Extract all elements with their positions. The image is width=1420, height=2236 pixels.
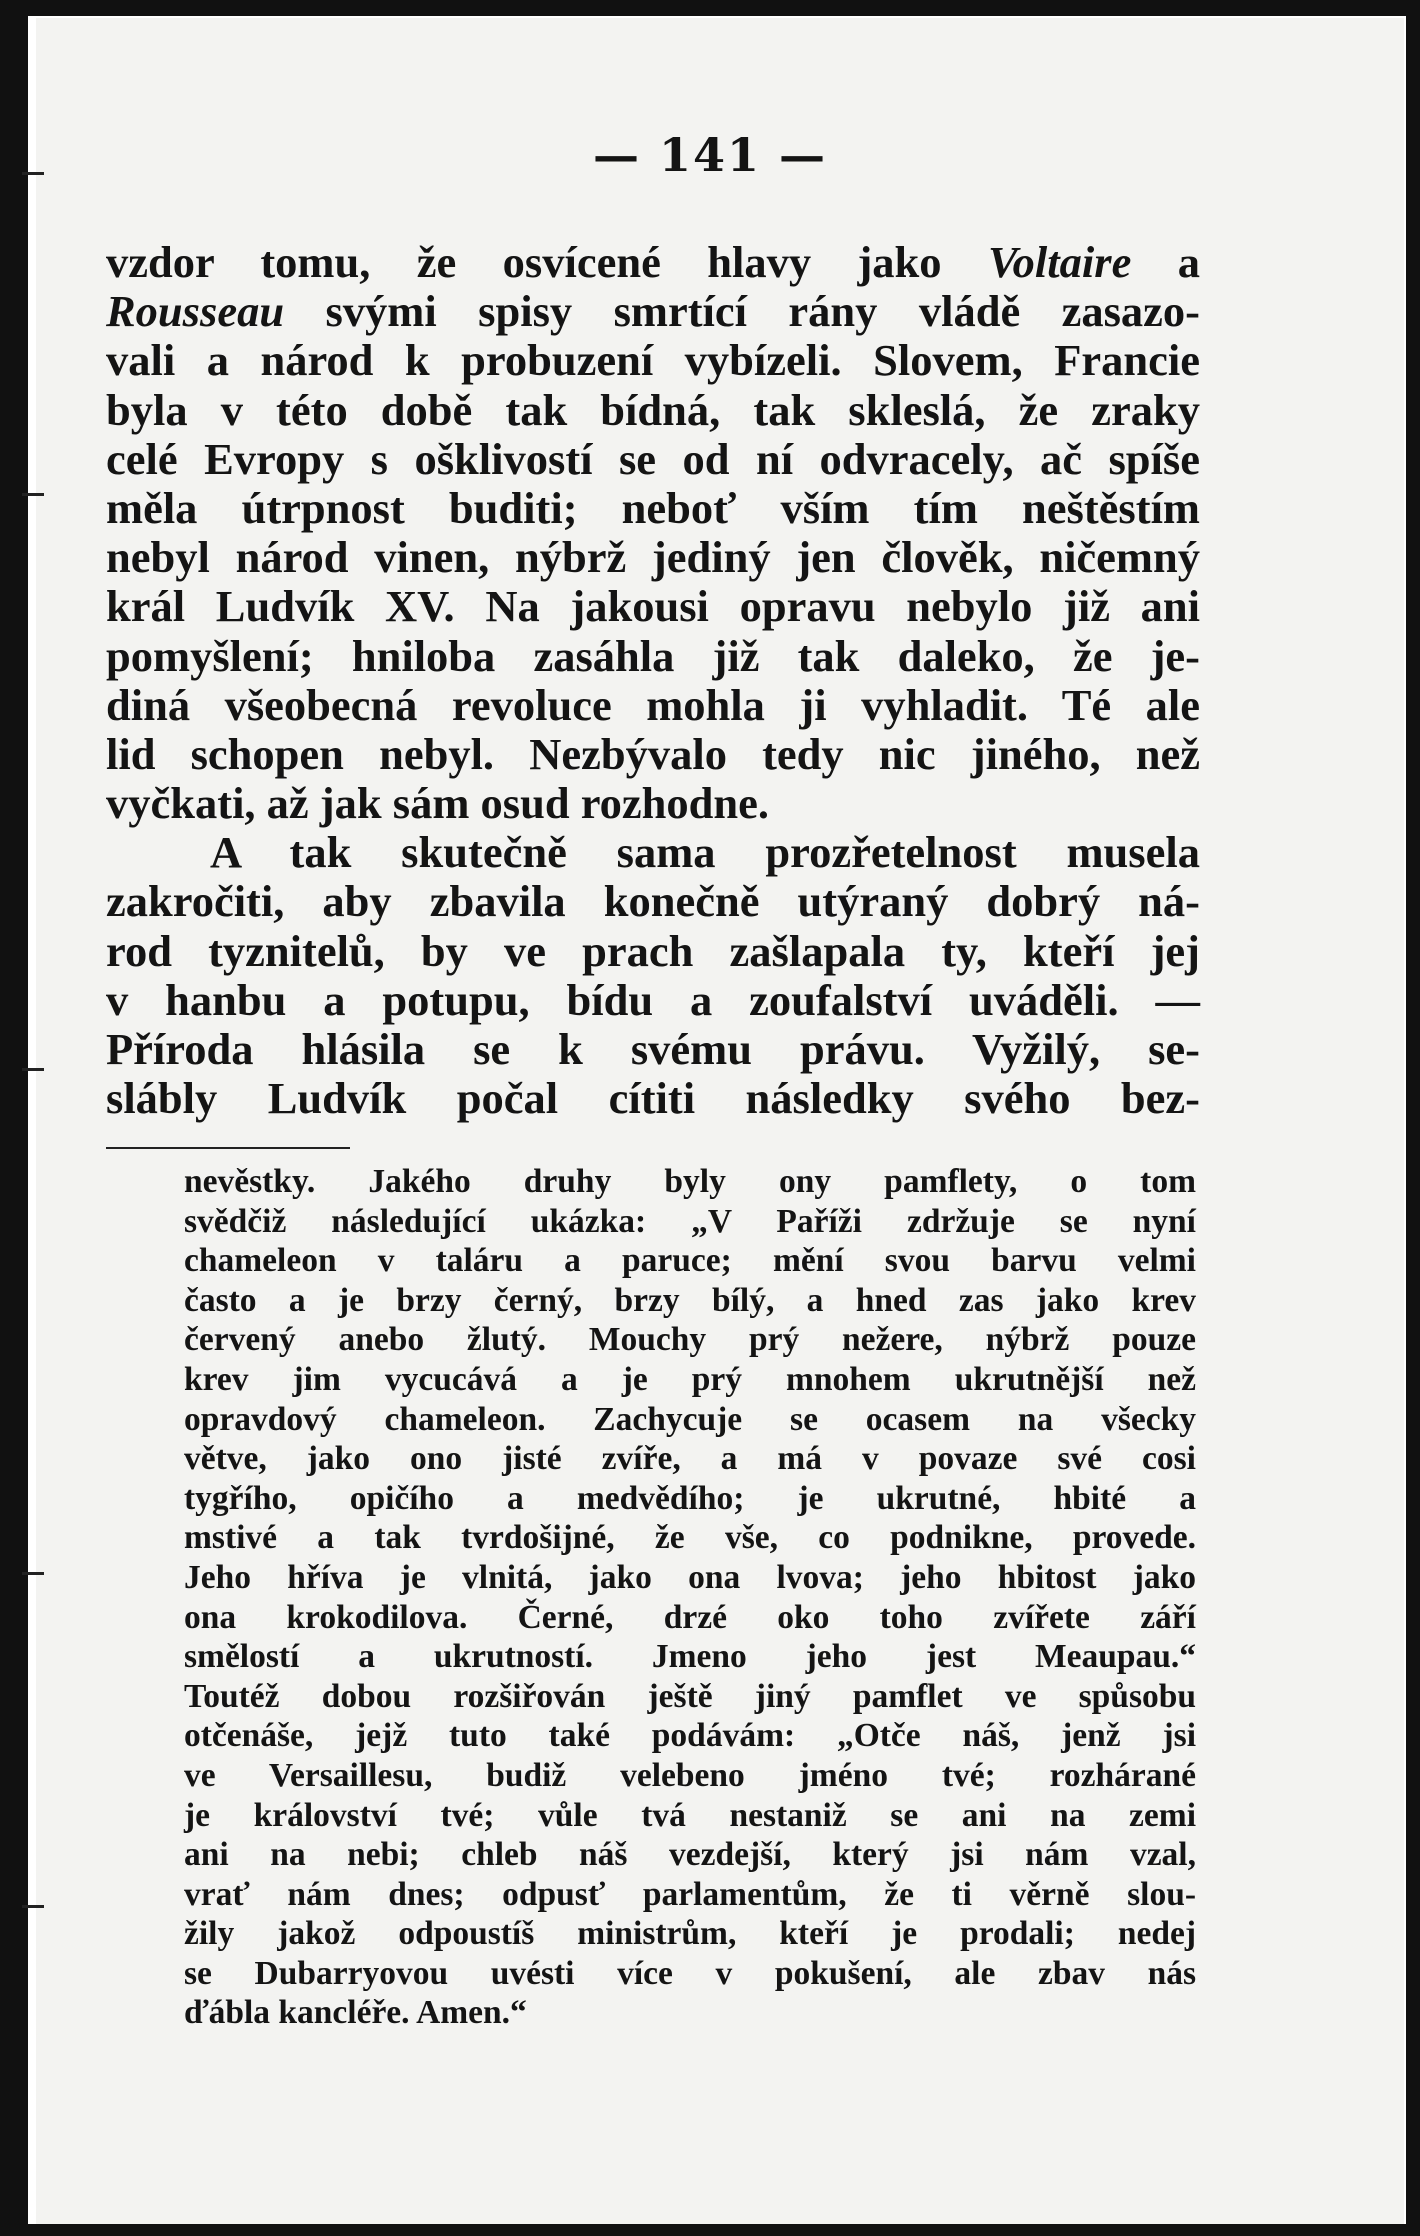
footnote-line: často a je brzy černý, brzy bílý, a hned zas jako krev bbox=[184, 1281, 1196, 1319]
text-line: vzdor tomu, že osvícené hlavy jako Voltaire a bbox=[106, 237, 1201, 287]
text-line: Rousseau svými spisy smrtící rány vládě zasazo- bbox=[106, 286, 1200, 337]
text-line: král Ludvík XV. Na jakousi opravu nebylo již ani bbox=[106, 581, 1200, 632]
text-line: celé Evropy s ošklivostí se od ní odvracely, ač spíše bbox=[106, 433, 1200, 484]
footnote-line: mstivé a tak tvrdošijné, že vše, co podnikne, provede. bbox=[184, 1519, 1196, 1557]
footnote-line: je království tvé; vůle tvá nestaniž se ani na zemi bbox=[184, 1796, 1196, 1834]
text-line: rod tyznitelů, by ve prach zašlapala ty, kteří jej bbox=[106, 925, 1200, 976]
text-line: pomyšlení; hniloba zasáhla již tak daleko, že je- bbox=[106, 630, 1200, 681]
text-line: v hanbu a potupu, bídu a zoufalství uváděli. — bbox=[106, 974, 1200, 1025]
footnote-separator bbox=[106, 1147, 350, 1149]
margin-tick-mark bbox=[22, 1905, 44, 1908]
footnote-line: nevěstky. Jakého druhy byly ony pamflety, o tom bbox=[184, 1163, 1196, 1200]
footnote-line: krev jim vycucává a je prý mnohem ukrutnější než bbox=[184, 1360, 1196, 1398]
margin-tick-mark bbox=[22, 1068, 44, 1071]
paragraph-start-line: A tak skutečně sama prozřetelnost musela bbox=[210, 827, 1200, 878]
text-line: vyčkati, až jak sám osud rozhodne. bbox=[106, 778, 770, 829]
text-line: slábly Ludvík počal cítiti následky svého bez- bbox=[106, 1073, 1200, 1124]
text-line: byla v této době tak bídná, tak skleslá, že zraky bbox=[106, 384, 1200, 435]
footnote bbox=[184, 1162, 1196, 2033]
footnote-line: ve Versaillesu, budiž velebeno jméno tvé; rozhárané bbox=[184, 1756, 1196, 1794]
footnote-line: otčenáše, jejž tuto také podávám: „Otče náš, jenž jsi bbox=[184, 1717, 1196, 1755]
text-line: Příroda hlásila se k svému právu. Vyžilý, se- bbox=[106, 1024, 1200, 1074]
scan-border-bottom bbox=[0, 2224, 1420, 2236]
footnote-line: větve, jako ono jisté zvíře, a má v povaze své cosi bbox=[184, 1440, 1196, 1478]
text-line: nebyl národ vinen, nýbrž jediný jen člověk, ničemný bbox=[106, 532, 1200, 583]
text-line: vali a národ k probuzení vybízeli. Slovem, Francie bbox=[106, 335, 1200, 386]
main-text bbox=[106, 238, 1200, 1123]
footnote-line: se Dubarryovou uvésti více v pokušení, ale zbav nás bbox=[184, 1954, 1196, 1992]
scan-border-top bbox=[0, 0, 1420, 16]
footnote-line: červený anebo žlutý. Mouchy prý nežere, nýbrž pouze bbox=[184, 1321, 1196, 1359]
text-line: měla útrpnost buditi; neboť vším tím neštěstím bbox=[106, 482, 1200, 533]
page-number: — 141 — bbox=[592, 128, 828, 182]
footnote-line: žily jakož odpoustíš ministrům, kteří je prodali; nedej bbox=[184, 1915, 1196, 1953]
footnote-line: svědčiž následující ukázka: „V Paříži zdržuje se nyní bbox=[184, 1202, 1196, 1240]
footnote-line: vrať nám dnes; odpusť parlamentům, že ti věrně slou- bbox=[184, 1875, 1196, 1913]
text-line: zakročiti, aby zbavila konečně utýraný dobrý ná- bbox=[106, 876, 1200, 927]
footnote-line: Jeho hříva je vlnitá, jako ona lvova; jeho hbitost jako bbox=[184, 1558, 1196, 1596]
footnote-line: ani na nebi; chleb náš vezdejší, který jsi nám vzal, bbox=[184, 1836, 1196, 1874]
margin-tick-mark bbox=[22, 1572, 44, 1575]
footnote-line: smělostí a ukrutností. Jmeno jeho jest Meaupau.“ bbox=[184, 1638, 1196, 1676]
footnote-line: Toutéž dobou rozšiřován ještě jiný pamflet ve spůsobu bbox=[184, 1677, 1196, 1715]
scan-border-right bbox=[1406, 0, 1420, 2236]
footnote-line: ona krokodilova. Černé, drzé oko toho zvířete září bbox=[184, 1598, 1196, 1636]
footnote-line: opravdový chameleon. Zachycuje se ocasem na všecky bbox=[184, 1400, 1196, 1438]
text-line: lid schopen nebyl. Nezbývalo tedy nic jiného, než bbox=[106, 728, 1200, 779]
text-line: diná všeobecná revoluce mohla ji vyhladit. Té ale bbox=[106, 679, 1200, 730]
footnote-line: chameleon v taláru a paruce; mění svou barvu velmi bbox=[184, 1242, 1196, 1280]
margin-tick-mark bbox=[22, 493, 44, 496]
footnote-line: ďábla kancléře. Amen.“ bbox=[184, 1994, 527, 2032]
footnote-line: tygřího, opičího a medvědího; je ukrutné, hbité a bbox=[184, 1479, 1196, 1517]
scan-border-left bbox=[0, 0, 28, 2236]
